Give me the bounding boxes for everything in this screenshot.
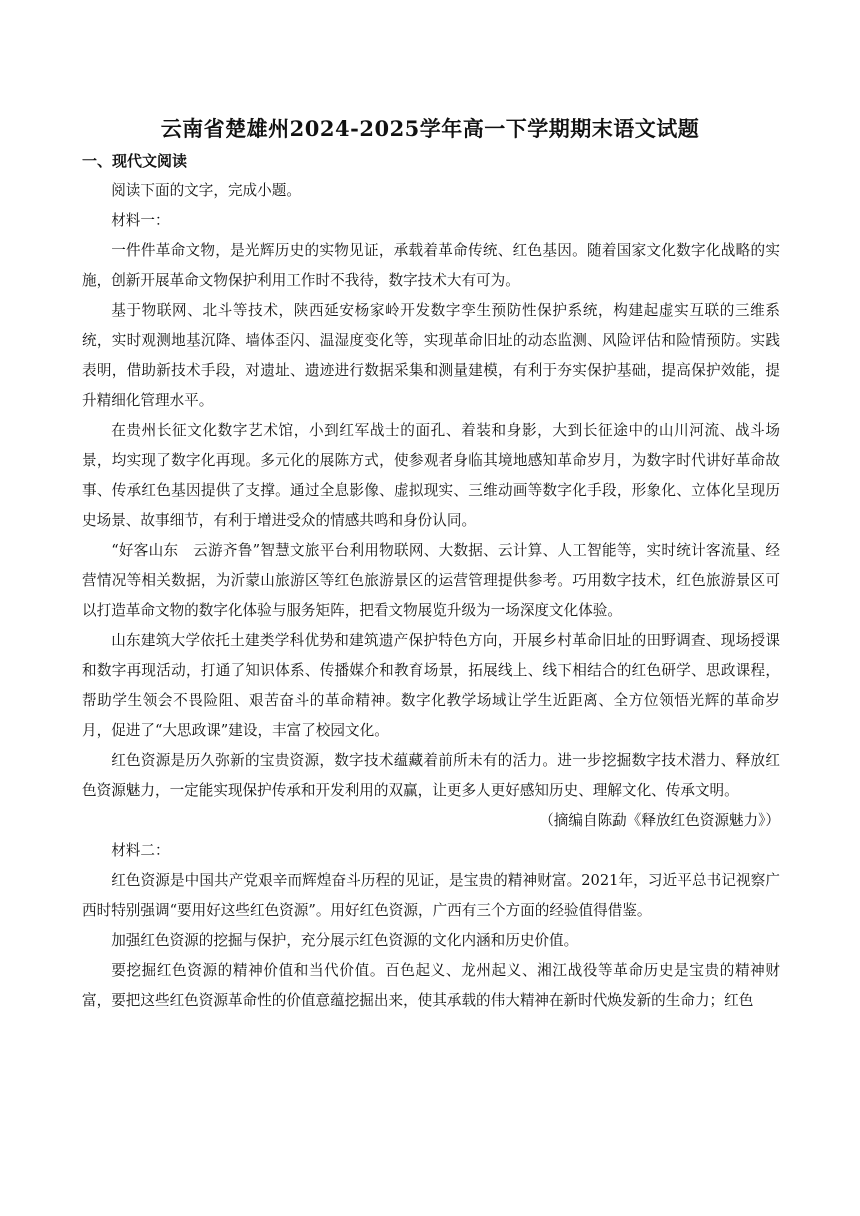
- paragraph: 基于物联网、北斗等技术，陕西延安杨家岭开发数字孪生预防性保护系统，构建起虚实互联的三维系统，实时观测地基沉降、墙体歪闪、温湿度变化等，实现革命旧址的动态监测、风险评估和险情预防。实践表明，借助新技术手段，对遗址、遗迹进行数据采集和测量建模，有利于夯实保护基础，提高保护效能，提升精细化管理水平。: [82, 302, 780, 409]
- material-label: 材料一：: [111, 212, 170, 229]
- paragraph: 在贵州长征文化数字艺术馆，小到红军战士的面孔、着装和身影，大到长征途中的山川河流、战斗场景，均实现了数字化再现。多元化的展陈方式，使参观者身临其境地感知革命岁月，为数字时代讲好革命故事、传承红色基因提供了支撑。通过全息影像、虚拟现实、三维动画等数字化手段，形象化、立体化呈现历史场景、故事细节，有利于增进受众的情感共鸣和身份认同。: [82, 422, 780, 529]
- paragraph: 要挖掘红色资源的精神价值和当代价值。百色起义、龙州起义、湘江战役等革命历史是宝贵的精神财富，要把这些红色资源革命性的价值意蕴挖掘出来，使其承载的伟大精神在新时代焕发新的生命力；红色: [82, 962, 780, 1009]
- article-body: [82, 176, 780, 1016]
- paragraph: 一件件革命文物，是光辉历史的实物见证，承载着革命传统、红色基因。随着国家文化数字化战略的实施，创新开展革命文物保护利用工作时不我待，数字技术大有可为。: [82, 242, 780, 289]
- paragraph: 红色资源是中国共产党艰辛而辉煌奋斗历程的见证，是宝贵的精神财富。2021年，习近平总书记视察广西时特别强调“要用好这些红色资源”。用好红色资源，广西有三个方面的经验值得借鉴。: [82, 872, 780, 919]
- document-title: 云南省楚雄州2024-2025学年高一下学期期末语文试题: [160, 116, 700, 141]
- material-label: 材料二：: [111, 842, 170, 859]
- section-heading: 一、现代文阅读: [82, 152, 188, 170]
- instruction-text: 阅读下面的文字，完成小题。: [111, 182, 301, 199]
- paragraph: 山东建筑大学依托土建类学科优势和建筑遗产保护特色方向，开展乡村革命旧址的田野调查、现场授课和数字再现活动，打通了知识体系、传播媒介和教育场景，拓展线上、线下相结合的红色研学、思政课程，帮助学生领会不畏险阻、艰苦奋斗的革命精神。数字化教学场域让学生近距离、全方位领悟光辉的革命岁月，促进了“大思政课”建设，丰富了校园文化。: [82, 632, 780, 739]
- paragraph: 加强红色资源的挖掘与保护，充分展示红色资源的文化内涵和历史价值。: [111, 932, 579, 949]
- paragraph: “好客山东 云游齐鲁”智慧文旅平台利用物联网、大数据、云计算、人工智能等，实时统计客流量、经营情况等相关数据，为沂蒙山旅游区等红色旅游景区的运营管理提供参考。巧用数字技术，红色旅游景区可以打造革命文物的数字化体验与服务矩阵，把看文物展览升级为一场深度文化体验。: [82, 542, 780, 619]
- paragraph: 红色资源是历久弥新的宝贵资源，数字技术蕴藏着前所未有的活力。进一步挖掘数字技术潜力、释放红色资源魅力，一定能实现保护传承和开发利用的双赢，让更多人更好感知历史、理解文化、传承文明。: [82, 752, 780, 799]
- source-citation: （摘编自陈勐《释放红色资源魅力》）: [539, 812, 780, 829]
